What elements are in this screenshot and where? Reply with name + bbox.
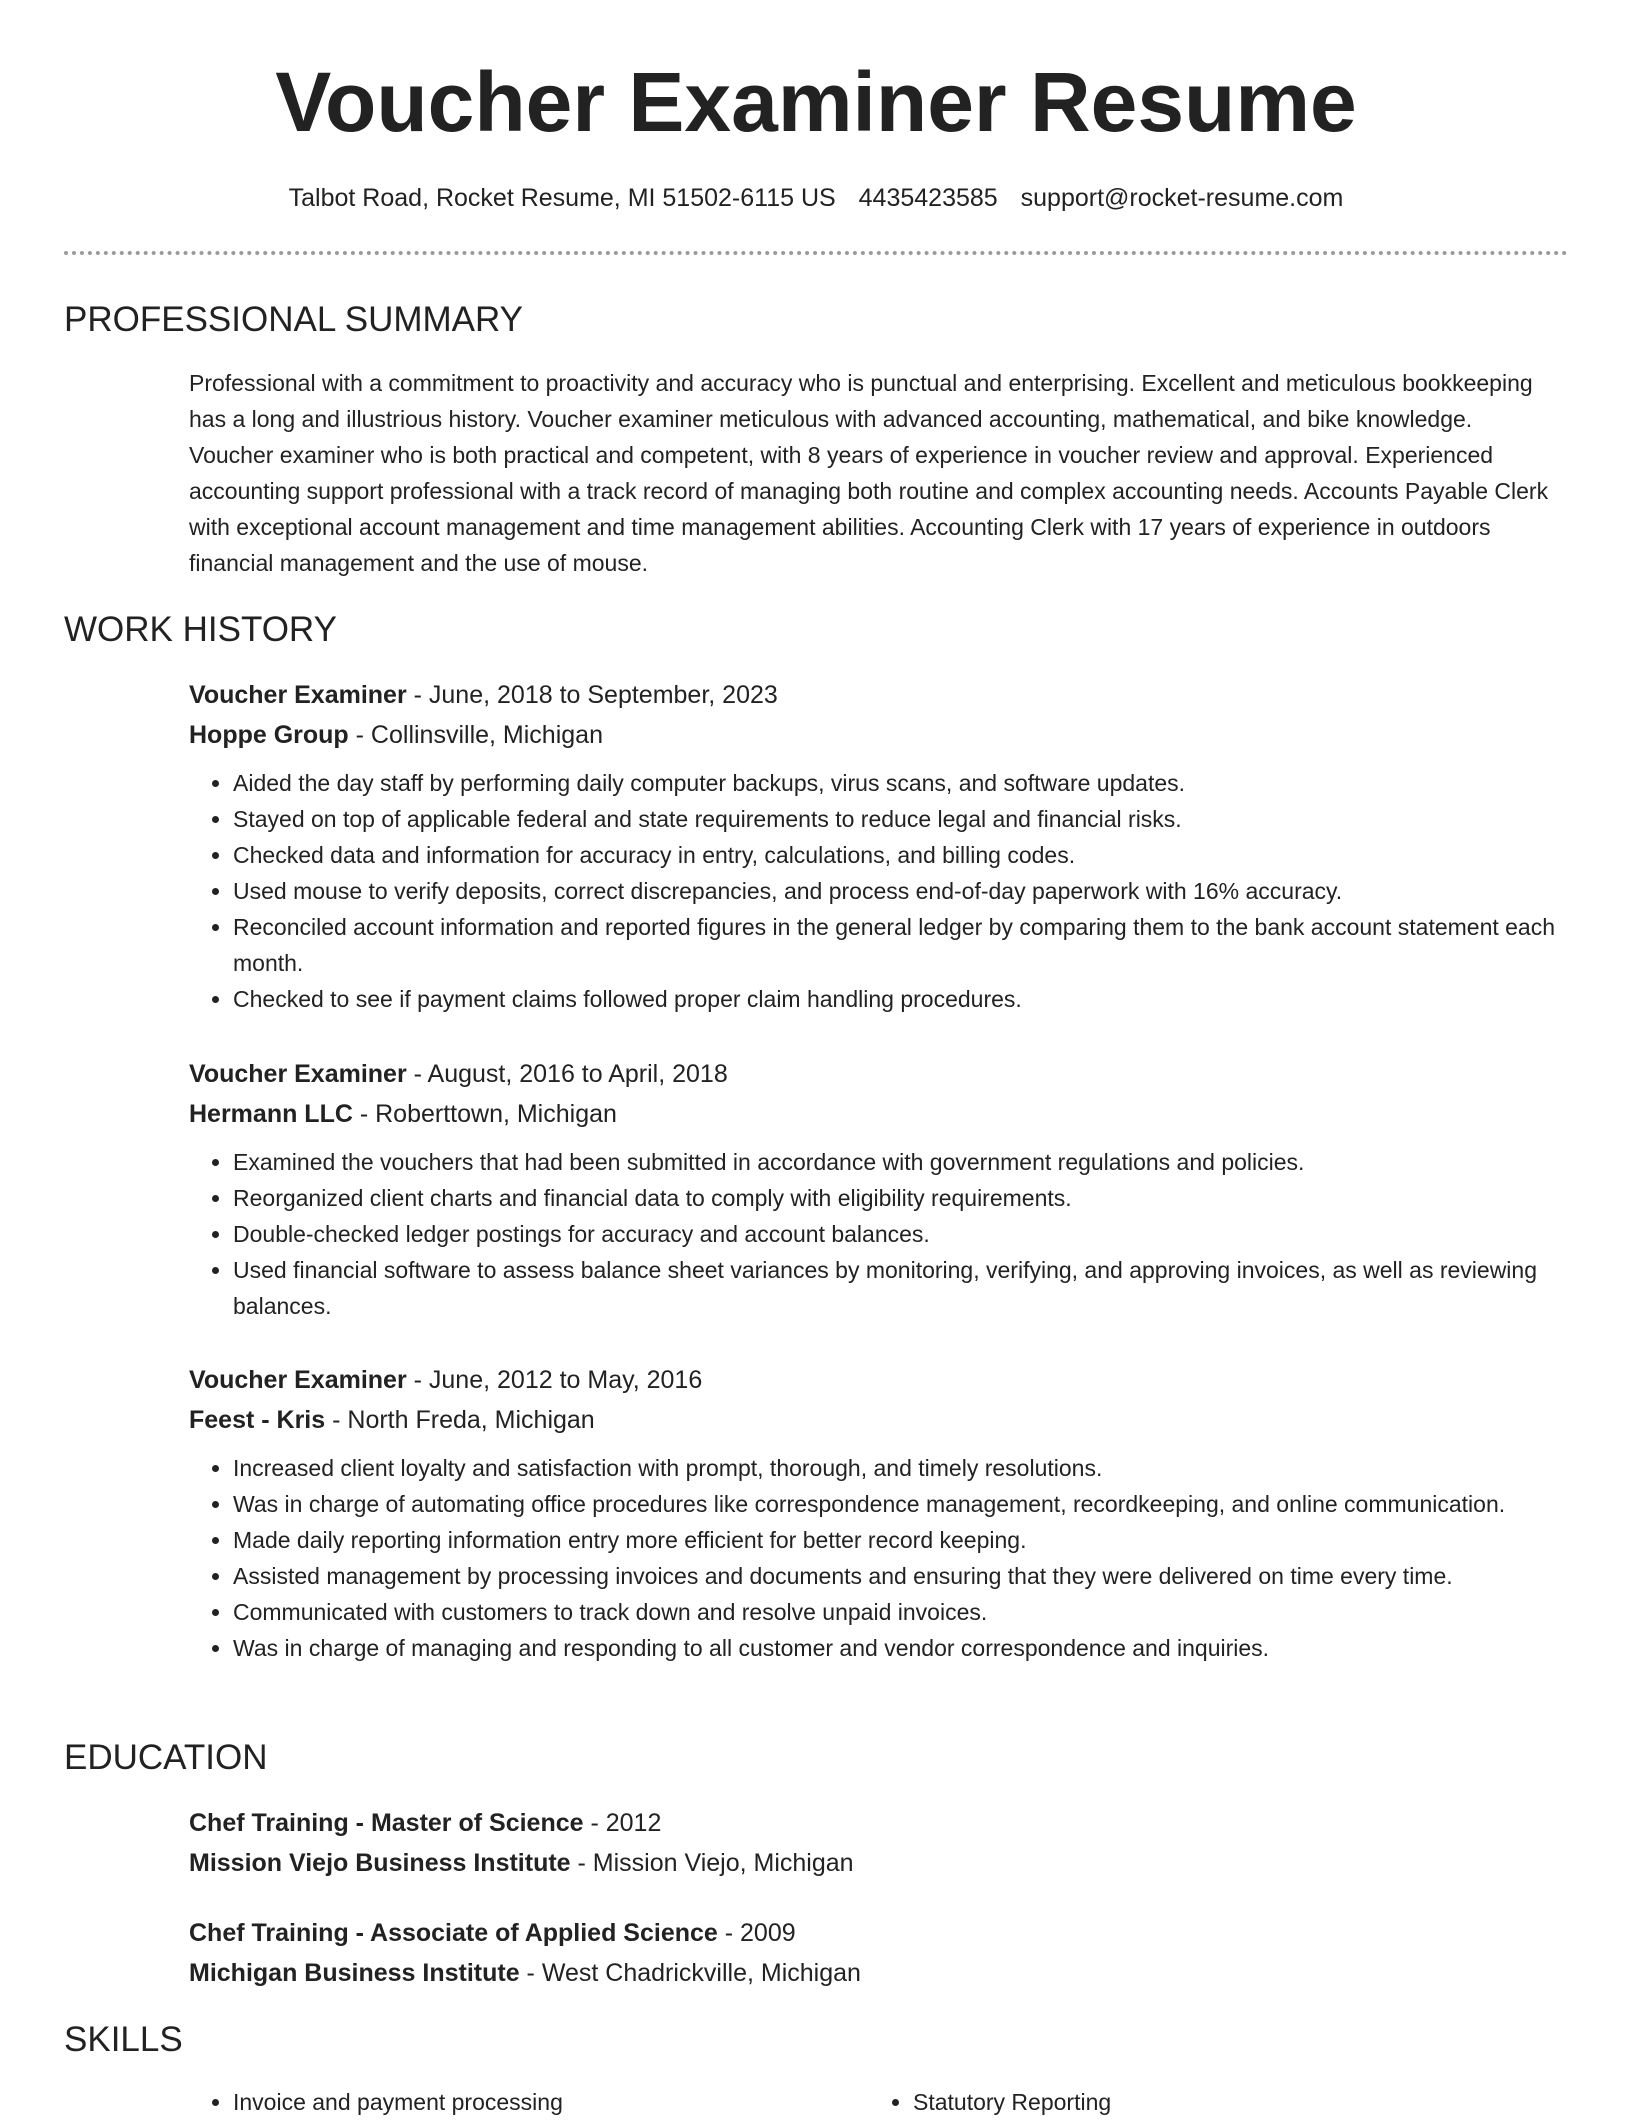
school-line [189,1843,1559,1883]
job-bullet: • Increased client loyalty and satisfaction with prompt, thorough, and timely resolutions. [233,1450,1559,1486]
contact-line [0,180,1632,216]
job-bullet: • Checked data and information for accuracy in entry, calculations, and billing codes. [233,837,1559,873]
skills-column-right [869,2084,1549,2120]
job-company-line [189,715,1559,755]
school-line [189,1953,1559,1993]
job-company-line [189,1094,1559,1134]
degree-line [189,1803,1559,1843]
degree: Chef Training - Master of Science [189,1809,584,1837]
job-bullet: • Was in charge of managing and responding to all customer and vendor correspondence and inquiries. [233,1630,1559,1666]
job-entry [189,1360,1559,1666]
job-location: - Collinsville, Michigan [348,721,603,749]
job-company-line [189,1400,1559,1440]
job-bullets [189,765,1559,1017]
job-bullet: • Used financial software to assess balance sheet variances by monitoring, verifying, and approving invoices, as well as reviewing balances. [233,1252,1559,1324]
job-title: Voucher Examiner [189,681,407,709]
job-bullet: • Checked to see if payment claims followed proper claim handling procedures. [233,981,1559,1017]
education-entry [189,1913,1559,1993]
job-title-line [189,1054,1559,1094]
job-bullet: • Double-checked ledger postings for accuracy and account balances. [233,1216,1559,1252]
school-location: - Mission Viejo, Michigan [570,1849,854,1877]
degree-line [189,1913,1559,1953]
skill-item: • Statutory Reporting [913,2084,1549,2120]
section-heading-summary: PROFESSIONAL SUMMARY [64,300,523,339]
job-bullet: • Stayed on top of applicable federal and state requirements to reduce legal and financial risks. [233,801,1559,837]
job-title-line [189,1360,1559,1400]
job-bullets [189,1450,1559,1666]
job-title: Voucher Examiner [189,1060,407,1088]
job-dates: - June, 2012 to May, 2016 [406,1366,703,1394]
job-entry [189,675,1559,1017]
skills-list [189,2084,1559,2120]
job-entry [189,1054,1559,1324]
resume-title: Voucher Examiner Resume [275,55,1357,149]
section-heading-skills: SKILLS [64,2020,183,2059]
section-heading-education: EDUCATION [64,1738,268,1777]
skills-column-left [189,2084,869,2120]
job-company: Feest - Kris [189,1406,326,1434]
degree-year: - 2012 [583,1809,662,1837]
contact-address: Talbot Road, Rocket Resume, MI 51502-6115 US [288,184,836,212]
job-bullet: • Made daily reporting information entry more efficient for better record keeping. [233,1522,1559,1558]
job-title-line [189,675,1559,715]
job-bullet: • Assisted management by processing invoices and documents and ensuring that they were delivered on time every time. [233,1558,1559,1594]
degree: Chef Training - Associate of Applied Science [189,1919,718,1947]
job-company: Hoppe Group [189,721,349,749]
contact-email[interactable]: support@rocket-resume.com [1020,184,1344,212]
job-dates: - August, 2016 to April, 2018 [406,1060,728,1088]
job-bullet: • Aided the day staff by performing daily computer backups, virus scans, and software updates. [233,765,1559,801]
education-entry [189,1803,1559,1883]
job-bullets [189,1144,1559,1324]
summary-text: Professional with a commitment to proactivity and accuracy who is punctual and enterprising. Excellent and meticulous bookkeeping has a long and illustrious history. Voucher examiner meticulous with advanced accounting, mathematical, and bike knowledge. Voucher examiner who is both practical and competent, with 8 years of experience in voucher review and approval. Experienced accounting support professional with a track record of managing both routine and complex accounting needs. Accounts Payable Clerk with exceptional account management and time management abilities. Accounting Clerk with 17 years of experience in outdoors financial management and the use of mouse. [189,370,1549,576]
job-company: Hermann LLC [189,1100,353,1128]
school: Michigan Business Institute [189,1959,520,1987]
section-heading-work-history: WORK HISTORY [64,610,337,649]
contact-phone[interactable]: 4435423585 [858,184,998,212]
job-bullet: • Used mouse to verify deposits, correct discrepancies, and process end-of-day paperwork with 16% accuracy. [233,873,1559,909]
summary-block [189,365,1559,581]
header-divider [64,251,1568,255]
school: Mission Viejo Business Institute [189,1849,571,1877]
job-bullet: • Reconciled account information and reported figures in the general ledger by comparing them to the bank account statement each month. [233,909,1559,981]
job-dates: - June, 2018 to September, 2023 [406,681,778,709]
job-title: Voucher Examiner [189,1366,407,1394]
job-bullet: • Examined the vouchers that had been submitted in accordance with government regulations and policies. [233,1144,1559,1180]
skill-item: • Invoice and payment processing [233,2084,869,2120]
school-location: - West Chadrickville, Michigan [519,1959,861,1987]
job-location: - North Freda, Michigan [325,1406,595,1434]
job-bullet: • Was in charge of automating office procedures like correspondence management, recordkeeping, and online communication. [233,1486,1559,1522]
job-bullet: • Reorganized client charts and financial data to comply with eligibility requirements. [233,1180,1559,1216]
job-location: - Roberttown, Michigan [352,1100,617,1128]
job-bullet: • Communicated with customers to track down and resolve unpaid invoices. [233,1594,1559,1630]
degree-year: - 2009 [717,1919,796,1947]
